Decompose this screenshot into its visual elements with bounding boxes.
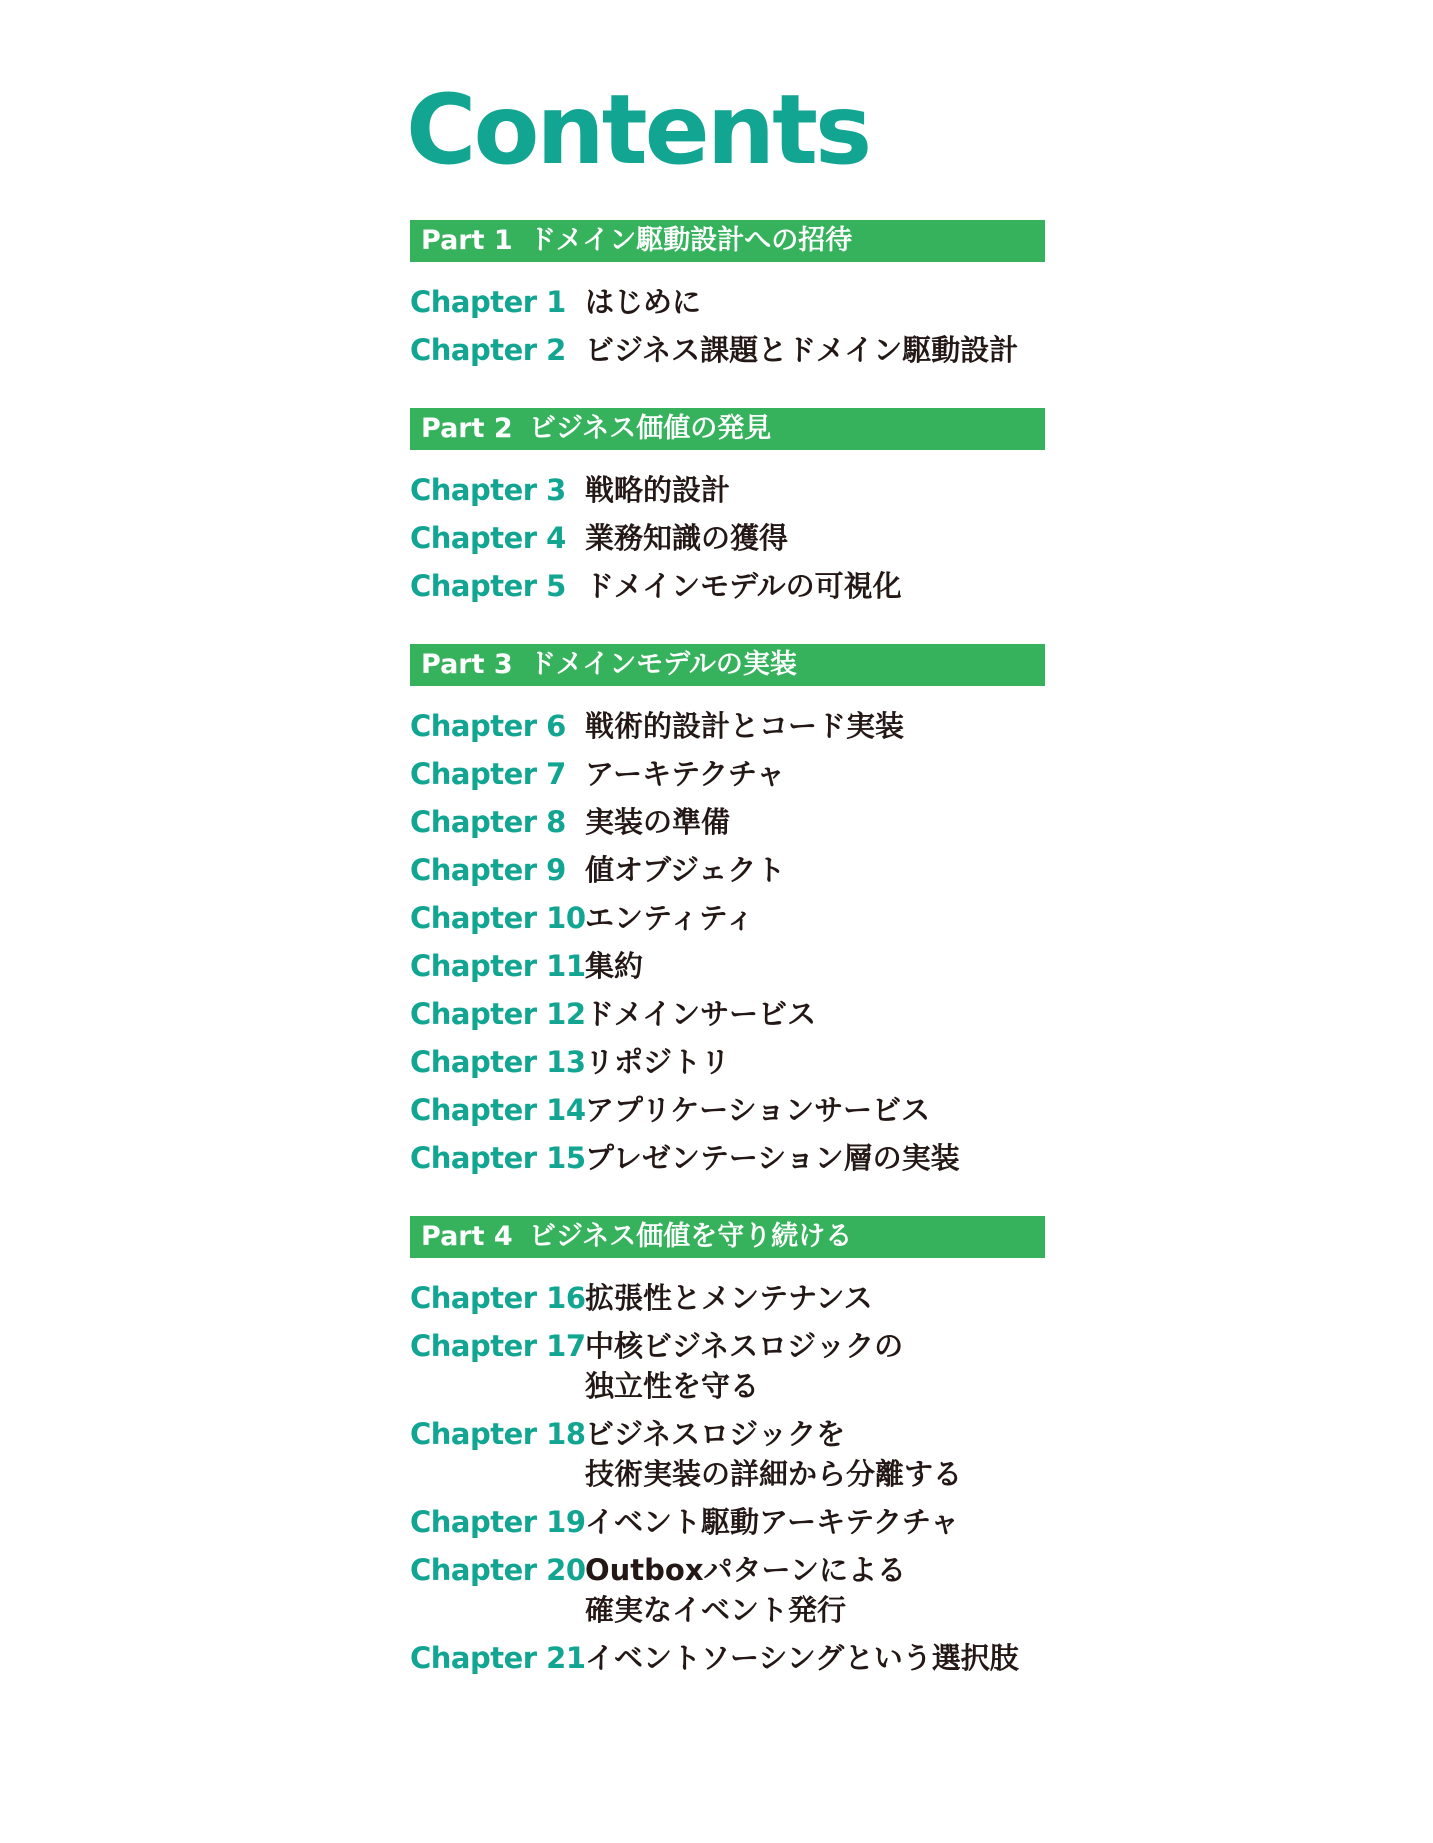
chapter-number: Chapter 10 [410,901,586,935]
chapter-item[interactable] [410,1138,1045,1178]
chapter-item[interactable] [410,706,1045,746]
part-title: ビジネス価値の発見 [529,413,772,444]
chapter-item[interactable] [410,994,1045,1034]
chapter-title: リポジトリ [585,1045,731,1079]
chapter-title: 拡張性とメンテナンス [585,1281,873,1315]
chapter-item[interactable] [410,1326,1045,1406]
chapter-number: Chapter 6 [410,709,566,743]
chapter-item[interactable] [410,754,1045,794]
chapter-number: Chapter 7 [410,757,566,791]
chapter-title: 戦術的設計とコード実装 [585,709,905,743]
part-number: Part 2 [421,413,513,444]
chapter-number: Chapter 8 [410,805,566,839]
part-number: Part 4 [421,1221,513,1252]
chapter-title: イベントソーシングという選択肢 [585,1641,1019,1675]
part-section [410,644,1045,1178]
chapter-item[interactable] [410,1550,1045,1630]
chapter-number: Chapter 21 [410,1641,586,1675]
chapter-item[interactable] [410,566,1045,606]
chapter-title: 中核ビジネスロジックの 独立性を守る [585,1329,904,1403]
chapter-item[interactable] [410,946,1045,986]
part-header[interactable] [410,1216,1045,1258]
chapter-number: Chapter 12 [410,997,586,1031]
chapter-item[interactable] [410,518,1045,558]
part-header[interactable] [410,220,1045,262]
chapter-item[interactable] [410,1502,1045,1542]
chapter-title: 業務知識の獲得 [585,521,789,555]
chapter-item[interactable] [410,1414,1045,1494]
chapter-item[interactable] [410,1638,1045,1678]
chapter-number: Chapter 1 [410,285,566,319]
part-title: ドメイン駆動設計への招待 [529,225,853,256]
chapter-number: Chapter 15 [410,1141,586,1175]
chapter-item[interactable] [410,1090,1045,1130]
chapter-item[interactable] [410,282,1045,322]
chapter-item[interactable] [410,802,1045,842]
chapter-number: Chapter 19 [410,1505,586,1539]
chapter-number: Chapter 4 [410,521,566,555]
chapter-item[interactable] [410,330,1045,370]
chapter-title: イベント駆動アーキテクチャ [585,1505,960,1539]
chapter-title: 値オブジェクト [585,853,786,887]
chapter-number: Chapter 5 [410,569,566,603]
chapter-title: ビジネスロジックを 技術実装の詳細から分離する [585,1417,963,1491]
chapter-item[interactable] [410,1042,1045,1082]
chapter-title: ドメインサービス [585,997,817,1031]
chapter-title: 集約 [585,949,644,983]
chapter-number: Chapter 18 [410,1417,586,1451]
parts-list [410,220,1045,1678]
chapter-title: はじめに [585,285,702,319]
part-section [410,408,1045,606]
chapter-number: Chapter 3 [410,473,566,507]
part-header[interactable] [410,644,1045,686]
chapter-title: プレゼンテーション層の実装 [585,1141,960,1175]
chapter-number: Chapter 2 [410,333,566,367]
chapter-item[interactable] [410,850,1045,890]
part-number: Part 1 [421,225,513,256]
chapter-title: ドメインモデルの可視化 [585,569,902,603]
part-title: ビジネス価値を守り続ける [529,1221,853,1252]
chapter-item[interactable] [410,470,1045,510]
chapter-number: Chapter 14 [410,1093,586,1127]
part-section [410,220,1045,370]
chapter-number: Chapter 13 [410,1045,586,1079]
chapter-number: Chapter 17 [410,1329,586,1363]
table-of-contents [406,74,1045,1716]
chapter-item[interactable] [410,898,1045,938]
chapter-item[interactable] [410,1278,1045,1318]
part-title: ドメインモデルの実装 [529,649,797,680]
chapter-title: ビジネス課題とドメイン駆動設計 [585,333,1019,367]
part-section [410,1216,1045,1678]
chapter-title: エンティティ [585,901,755,935]
chapter-number: Chapter 20 [410,1553,586,1587]
chapter-title: 戦略的設計 [585,473,731,507]
chapter-title: Outboxパターンによる 確実なイベント発行 [585,1553,906,1627]
chapter-number: Chapter 16 [410,1281,586,1315]
part-header[interactable] [410,408,1045,450]
chapter-title: アーキテクチャ [585,757,786,791]
chapter-title: 実装の準備 [585,805,731,839]
part-number: Part 3 [421,649,513,680]
chapter-number: Chapter 9 [410,853,566,887]
chapter-title: アプリケーションサービス [585,1093,931,1127]
page-title: Contents [406,74,870,186]
chapter-number: Chapter 11 [410,949,586,983]
